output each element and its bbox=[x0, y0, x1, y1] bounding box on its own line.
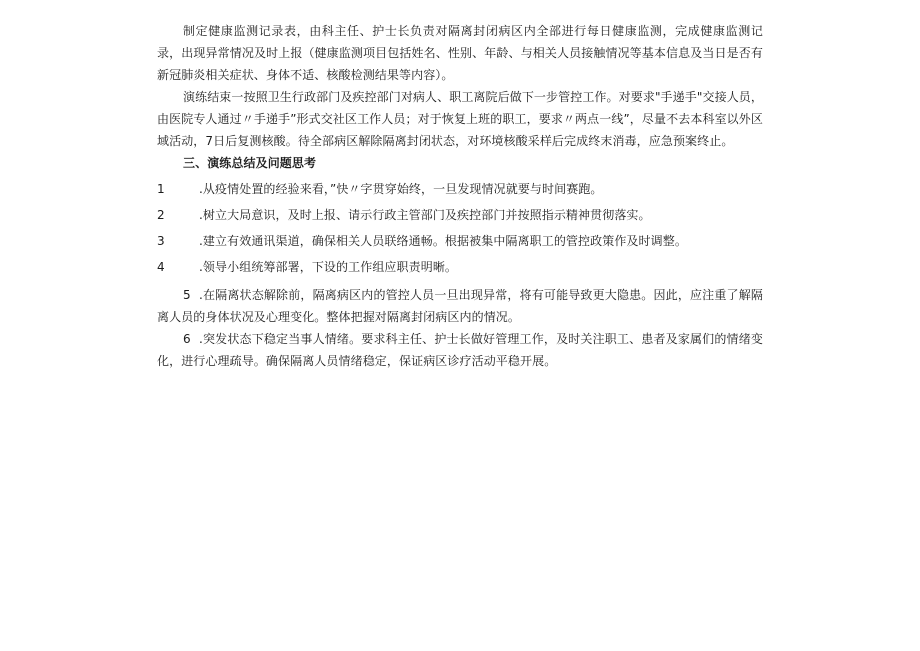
list-item bbox=[157, 204, 763, 226]
list-item-number: 4 bbox=[157, 260, 165, 274]
paragraph-drill-end: 演练结束一按照卫生行政部门及疾控部门对病人、职工离院后做下一步管控工作。对要求"手递手"交接人员，由医院专人通过〃手递手”形式交社区工作人员；对于恢复上班的职工，要求〃两点一线”，尽量不去本科室以外区域活动，7日后复测核酸。待全部病区解除隔离封闭状态，对环境核酸采样后完成终末消毒，应急预案终止。 bbox=[157, 90, 763, 148]
list-item bbox=[157, 256, 763, 278]
list-item-number: 5 bbox=[183, 288, 191, 302]
list-item bbox=[157, 284, 763, 328]
document-page bbox=[157, 20, 763, 372]
list-item-text: .突发状态下稳定当事人情绪。要求科主任、护士长做好管理工作，及时关注职工、患者及家属们的情绪变化，进行心理疏导。确保隔离人员情绪稳定，保证病区诊疗活动平稳开展。 bbox=[157, 332, 763, 368]
list-item-text: .树立大局意识，及时上报、请示行政主管部门及疾控部门并按照指示精神贯彻落实。 bbox=[199, 208, 651, 222]
list-item bbox=[157, 230, 763, 252]
list-item-number: 6 bbox=[183, 332, 191, 346]
list-item-text: .建立有效通讯渠道，确保相关人员联络通畅。根据被集中隔离职工的管控政策作及时调整。 bbox=[199, 234, 687, 248]
list-item-text: .领导小组统筹部署，下设的工作组应职责明晰。 bbox=[199, 260, 458, 274]
list-item-number: 2 bbox=[157, 208, 165, 222]
list-item-text: .从疫情处置的经验来看，”快〃字贯穿始终，一旦发现情况就要与时间赛跑。 bbox=[199, 182, 603, 196]
section-heading: 三、演练总结及问题思考 bbox=[183, 156, 317, 170]
list-item bbox=[157, 328, 763, 372]
paragraph-health-monitoring: 制定健康监测记录表，由科主任、护士长负责对隔离封闭病区内全部进行每日健康监测，完成健康监测记录，出现异常情况及时上报（健康监测项目包括姓名、性别、年龄、与相关人员接触情况等基本信息及当日是否有新冠肺炎相关症状、身体不适、核酸检测结果等内容）。 bbox=[157, 24, 763, 82]
list-item bbox=[157, 178, 763, 200]
list-item-text: .在隔离状态解除前，隔离病区内的管控人员一旦出现异常，将有可能导致更大隐患。因此，应注重了解隔离人员的身体状况及心理变化。整体把握对隔离封闭病区内的情况。 bbox=[157, 288, 763, 324]
list-item-number: 3 bbox=[157, 234, 165, 248]
list-item-number: 1 bbox=[157, 182, 165, 196]
